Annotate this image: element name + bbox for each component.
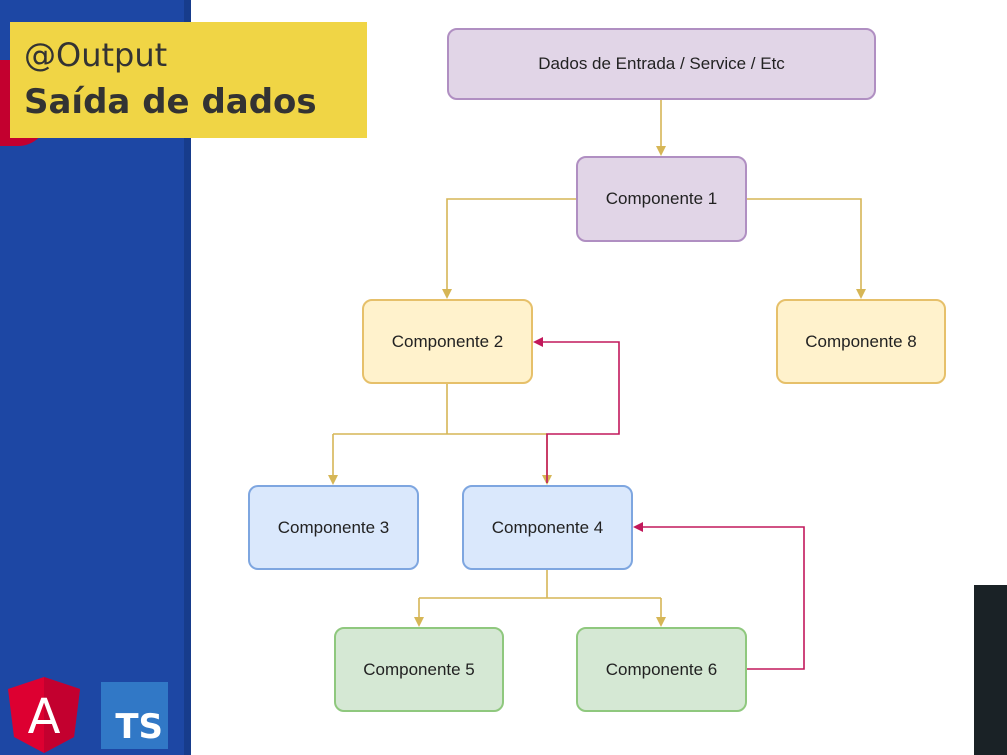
slide-title: Saída de dados <box>24 82 317 122</box>
angular-logo-letter: A <box>27 689 61 745</box>
slide-title-decorator: @Output <box>24 36 168 74</box>
node-data-source: Dados de Entrada / Service / Etc <box>447 28 876 100</box>
node-componente-1: Componente 1 <box>576 156 747 242</box>
edge-c4-to-c5 <box>419 598 661 625</box>
output-edge-c4-to-c2 <box>535 342 619 483</box>
node-componente-8: Componente 8 <box>776 299 946 384</box>
edge-c2-to-c3 <box>333 434 547 483</box>
node-componente-3: Componente 3 <box>248 485 419 570</box>
node-componente-2: Componente 2 <box>362 299 533 384</box>
node-componente-5: Componente 5 <box>334 627 504 712</box>
node-componente-4: Componente 4 <box>462 485 633 570</box>
edge-c1-to-c2 <box>447 199 576 297</box>
edge-c1-to-c8 <box>747 199 861 297</box>
node-componente-6: Componente 6 <box>576 627 747 712</box>
typescript-logo-text: TS <box>115 707 163 747</box>
